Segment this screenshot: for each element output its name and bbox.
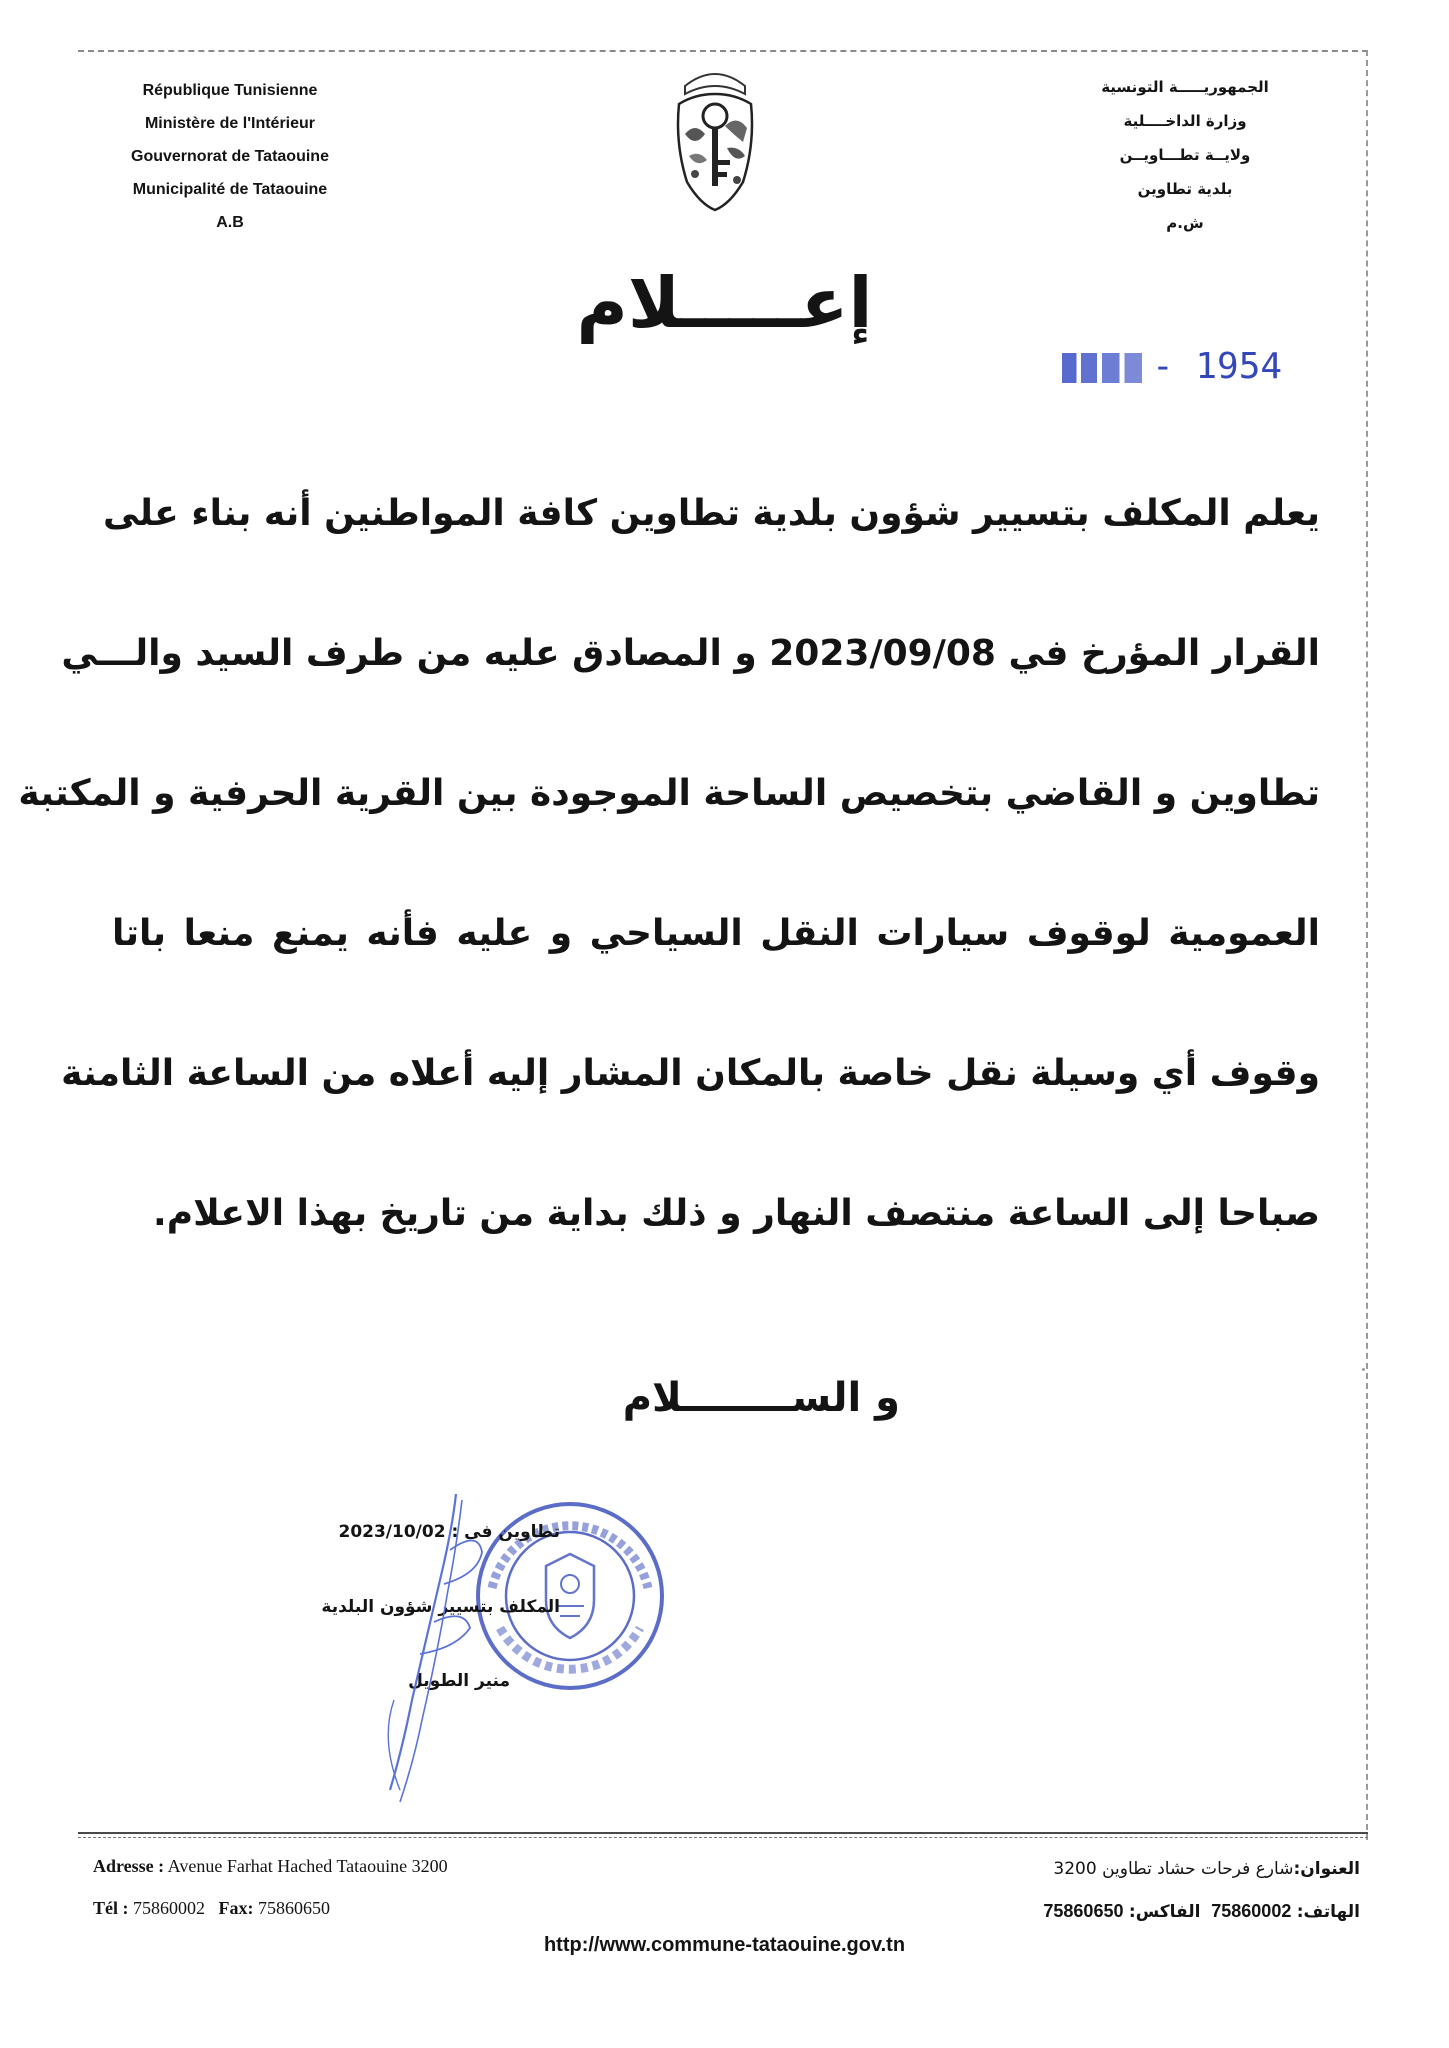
footer-tel-label-fr: Tél :: [93, 1898, 129, 1918]
body-line: العمومية لوقوف سيارات النقل السياحي و عليه فأنه يمنع منعا باتا: [112, 913, 1320, 954]
document-title: إعـــــلام: [576, 262, 873, 344]
footer-tel-value-fr: 75860002: [133, 1898, 205, 1918]
footer-contact-french: [93, 1845, 653, 1929]
header-fr-initials: A.B: [216, 214, 244, 231]
header-ar-ministry: وزارة الداخــــلية: [1123, 112, 1247, 130]
reference-number: - 1954: [1152, 346, 1283, 387]
header-ar-republic: الجمهوريـــــة التونسية: [1101, 78, 1269, 96]
footer-divider-dashed: [78, 1837, 1368, 1838]
header-fr-municipality: Municipalité de Tataouine: [132, 181, 328, 198]
signature-date: تطاوين في : 2023/10/02: [338, 1522, 560, 1542]
handwritten-signature-icon: [360, 1490, 500, 1810]
body-line: يعلم المكلف بتسيير شؤون بلدية تطاوين كافة المواطنين أنه بناء على: [102, 493, 1320, 534]
footer-tel-label-ar: الهاتف:: [1296, 1902, 1360, 1922]
body-line: القرار المؤرخ في 2023/09/08 و المصادق عليه من طرف السيد والـــي: [61, 633, 1320, 674]
body-line: صباحا إلى الساعة منتصف النهار و ذلك بداية من تاريخ بهذا الاعلام.: [153, 1193, 1320, 1234]
body-line: وقوف أي وسيلة نقل خاصة بالمكان المشار إليه أعلاه من الساعة الثامنة: [61, 1053, 1320, 1094]
footer-address-value-ar: شارع فرحات حشاد تطاوين 3200: [1053, 1859, 1294, 1879]
footer-tel-value-ar: 75860002: [1211, 1901, 1292, 1921]
footer-fax-value-ar: 75860650: [1043, 1901, 1124, 1921]
header-french: [130, 74, 330, 239]
header-ar-initials: ش.م: [1166, 214, 1204, 232]
header-ar-governorate: ولايــة تطـــاويــن: [1119, 146, 1251, 164]
closing-salutation: و الســــــــلام: [622, 1375, 900, 1421]
stamp-smudge-icon: [1062, 353, 1142, 383]
notice-body: [18, 474, 1320, 1314]
footer-fax-value-fr: 75860650: [258, 1898, 330, 1918]
signatory-name: منير الطويل: [408, 1671, 510, 1691]
footer-address-label-ar: العنوان:: [1293, 1859, 1360, 1879]
footer-address-label-fr: Adresse :: [93, 1856, 165, 1876]
footer-fax-label-ar: الفاكس:: [1128, 1902, 1201, 1922]
footer-fax-label-fr: Fax:: [218, 1898, 254, 1918]
website-link[interactable]: http://www.commune-tataouine.gov.tn: [543, 1934, 906, 1956]
footer-phone-fr: [93, 1887, 653, 1929]
footer-contact-arabic: [850, 1848, 1360, 1933]
body-line: تطاوين و القاضي بتخصيص الساحة الموجودة بين القرية الحرفية و المكتبة: [18, 773, 1320, 814]
footer-phone-ar: [850, 1890, 1360, 1933]
footer-divider: [78, 1832, 1368, 1834]
header-arabic: [1085, 70, 1285, 240]
scan-speck: [1362, 1368, 1365, 1371]
footer-address-value-fr: Avenue Farhat Hached Tataouine 3200: [167, 1856, 448, 1876]
signatory-role: المكلف بتسيير شؤون البلدية: [321, 1597, 560, 1617]
footer-address-fr: [93, 1845, 653, 1887]
footer-address-ar: [850, 1848, 1360, 1890]
reference-stamp: [1062, 344, 1312, 390]
header-fr-ministry: Ministère de l'Intérieur: [144, 115, 316, 132]
municipality-emblem-icon: [665, 64, 765, 214]
header-ar-municipality: بلدية تطاوين: [1137, 180, 1233, 198]
header-fr-republic: République Tunisienne: [142, 82, 318, 99]
header-fr-governorate: Gouvernorat de Tataouine: [131, 148, 329, 165]
